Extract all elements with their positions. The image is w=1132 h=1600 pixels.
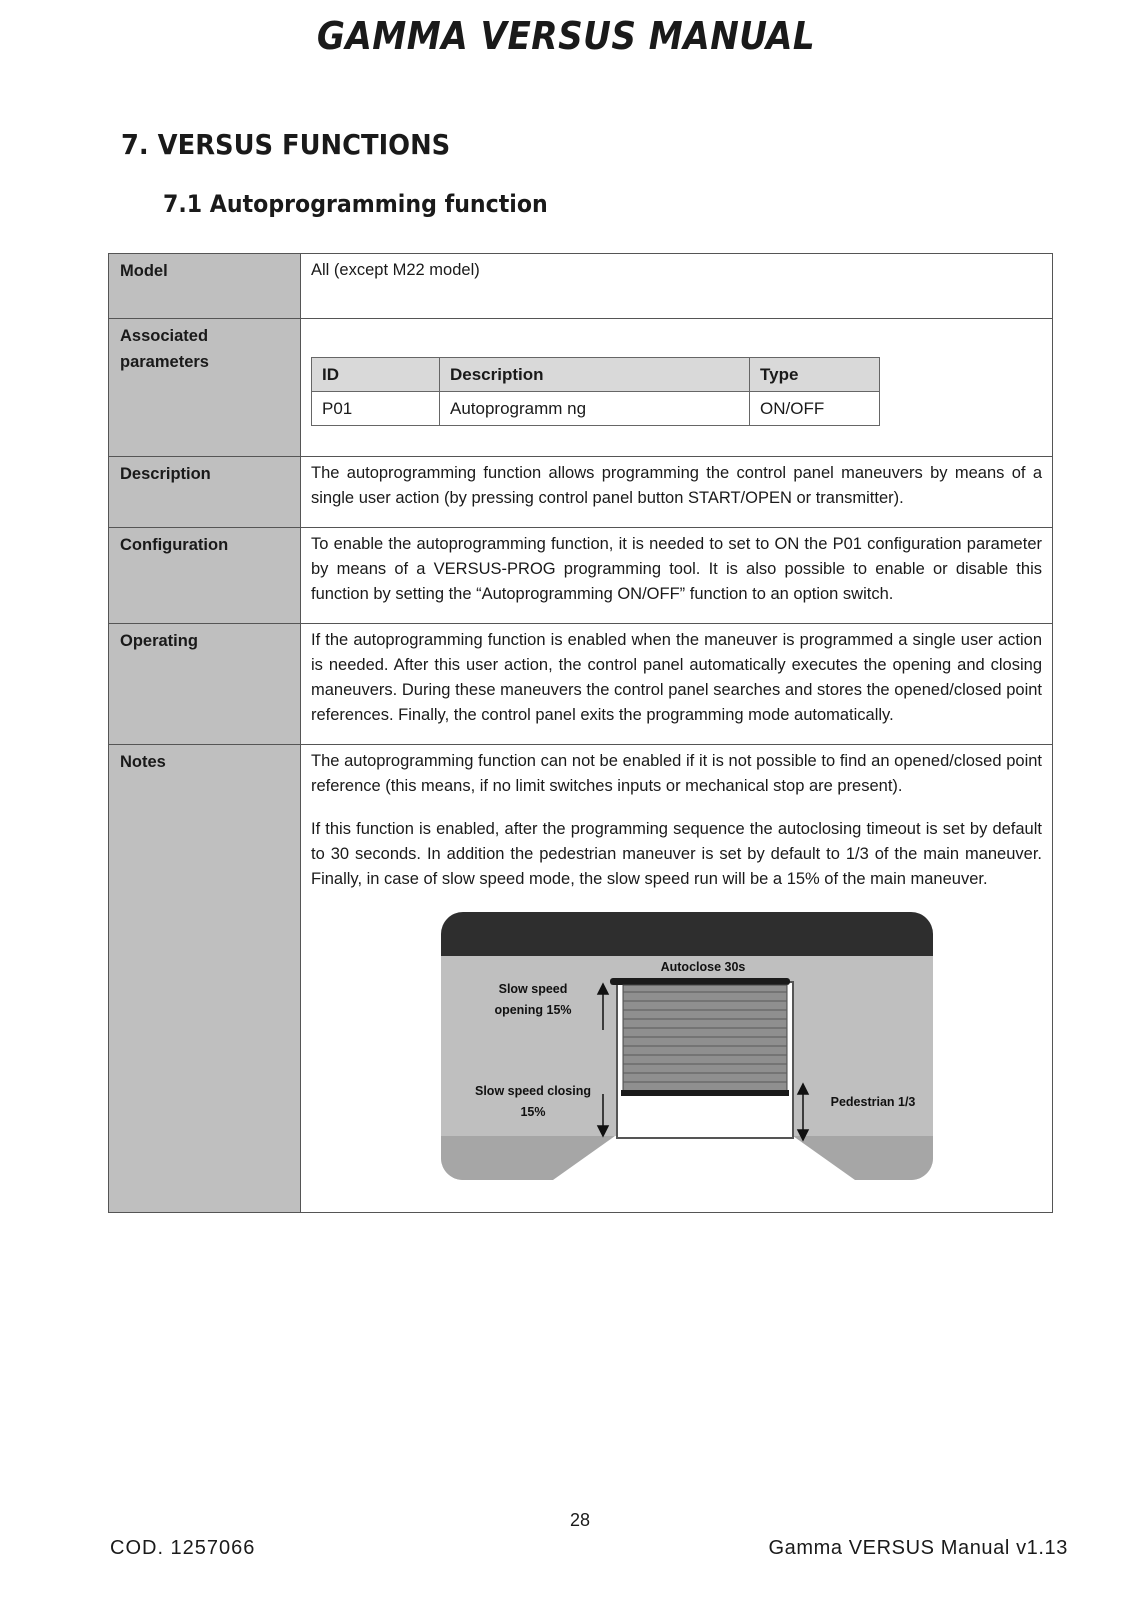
slow-close-label-1: Slow speed closing xyxy=(475,1084,591,1098)
page-number: 28 xyxy=(569,1510,591,1530)
description-row xyxy=(109,457,1053,528)
params-cell xyxy=(301,319,1053,457)
notes-cell xyxy=(301,745,1053,1213)
footer-manual-version: Gamma VERSUS Manual v1.13 xyxy=(768,1537,1068,1559)
autoprogramming-diagram xyxy=(441,912,933,1180)
diagram-header-band xyxy=(441,912,933,956)
params-header-id: ID xyxy=(312,358,440,392)
configuration-text: To enable the autoprogramming function, it is needed to set to ON the P01 configuration parameter by means of a VERSUS-PROG programming tool. It is also possible to enable or disable this function by setting the “Autoprogramming ON/OFF” function to an option switch. xyxy=(301,528,1053,624)
operating-label: Operating xyxy=(109,624,301,745)
param-id: P01 xyxy=(312,392,440,426)
door-rail xyxy=(610,978,790,985)
slow-close-label-2: 15% xyxy=(520,1105,546,1119)
notes-paragraph-1: The autoprogramming function can not be enabled if it is not possible to find an opened/closed point reference (this means, if no limit switches inputs or mechanical stop are present). xyxy=(311,752,1042,795)
notes-label: Notes xyxy=(109,745,301,1213)
configuration-row xyxy=(109,528,1053,624)
param-type: ON/OFF xyxy=(750,392,880,426)
params-table xyxy=(311,357,880,426)
params-header-type: Type xyxy=(750,358,880,392)
document-title: GAMMA VERSUS MANUAL xyxy=(316,14,816,58)
param-description: Autoprogramm ng xyxy=(440,392,750,426)
description-text: The autoprogramming function allows programming the control panel maneuvers by means of a single user action (by pressing control panel button START/OPEN or transmitter). xyxy=(301,457,1053,528)
params-header-row xyxy=(312,358,880,392)
params-label: Associated parameters xyxy=(109,319,301,457)
model-label: Model xyxy=(109,254,301,319)
rolling-shutter xyxy=(621,985,789,1096)
function-spec-table xyxy=(108,253,1053,1213)
notes-paragraph-2: If this function is enabled, after the programming sequence the autoclosing timeout is set by default to 30 seconds. In addition the pedestrian maneuver is set by default to 1/3 of the main maneuver. Finally, in case of slow speed mode, the slow speed run will be a 15% of the main maneuver. xyxy=(311,820,1042,888)
footer-code: COD. 1257066 xyxy=(110,1537,256,1559)
model-value: All (except M22 model) xyxy=(301,254,1053,319)
subsection-heading: 7.1 Autoprogramming function xyxy=(163,190,548,218)
params-row-p01 xyxy=(312,392,880,426)
description-label: Description xyxy=(109,457,301,528)
params-header-description: Description xyxy=(440,358,750,392)
operating-row xyxy=(109,624,1053,745)
pedestrian-label: Pedestrian 1/3 xyxy=(830,1095,916,1109)
operating-text: If the autoprogramming function is enabled when the maneuver is programmed a single user action is needed. After this user action, the control panel automatically executes the opening and closing maneuvers. During these maneuvers the control panel searches and stores the opened/closed point references. Finally, the control panel exits the programming mode automatically. xyxy=(301,624,1053,745)
slow-open-label-1: Slow speed xyxy=(498,982,568,996)
autoclose-label: Autoclose 30s xyxy=(660,960,746,974)
notes-row xyxy=(109,745,1053,1213)
slow-open-label-2: opening 15% xyxy=(494,1003,572,1017)
configuration-label: Configuration xyxy=(109,528,301,624)
params-row xyxy=(109,319,1053,457)
model-row xyxy=(109,254,1053,319)
section-heading: 7. VERSUS FUNCTIONS xyxy=(121,128,451,161)
